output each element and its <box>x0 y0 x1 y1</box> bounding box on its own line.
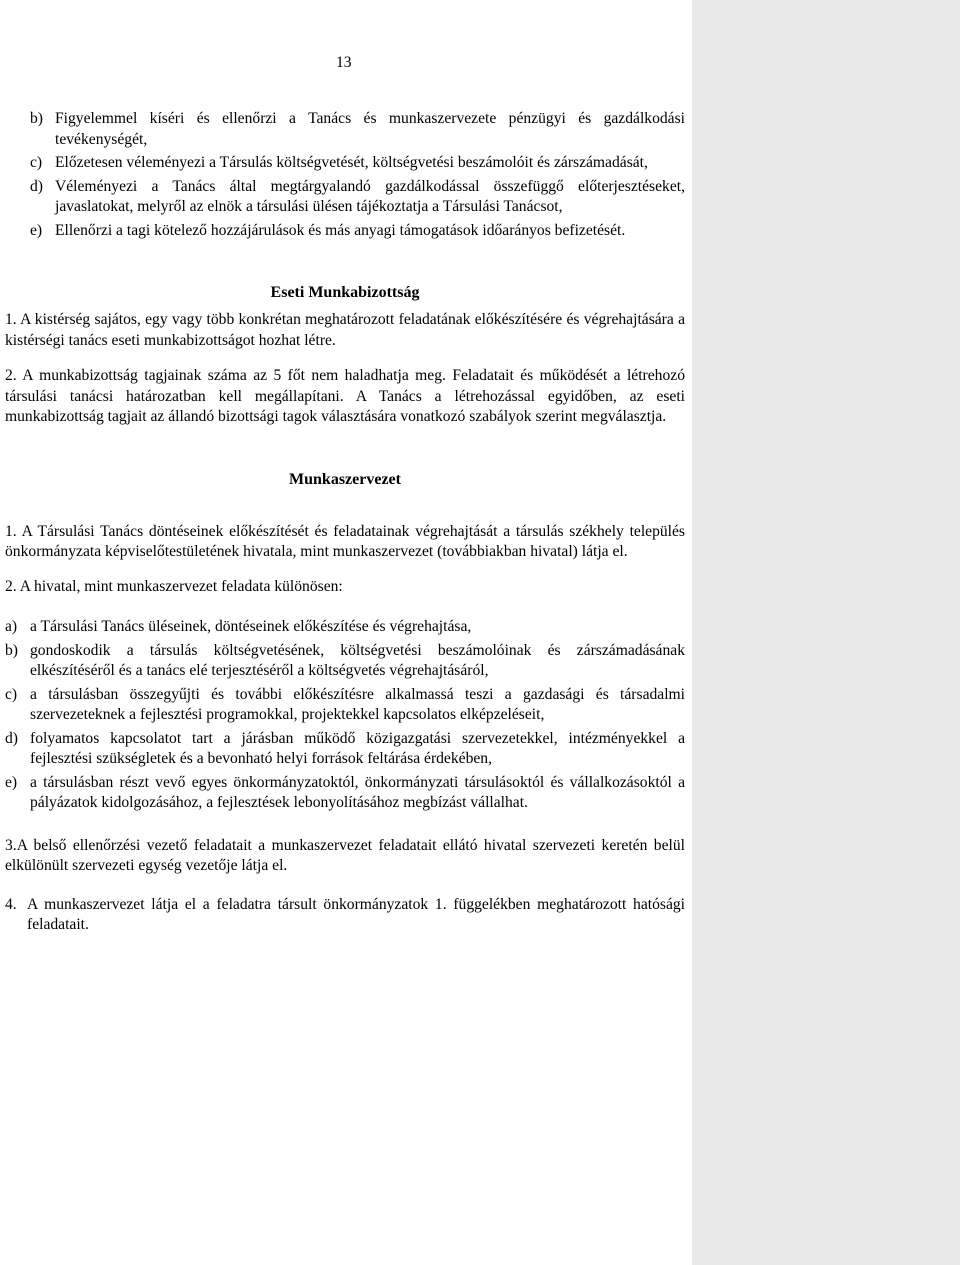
list-item <box>5 773 685 814</box>
paragraph: 2. A hivatal, mint munkaszervezet feladata különösen: <box>5 577 343 595</box>
paragraph-4 <box>5 895 685 936</box>
list-label: b) <box>5 641 18 659</box>
list-text: Véleményezi a Tanács által megtárgyalandó gazdálkodással összefüggő előterjesztéseket, javaslatokat, melyről az elnök a társulási ülésen tájékoztatja a Társulási Tanácsot, <box>55 177 685 215</box>
list-text: Figyelemmel kíséri és ellenőrzi a Tanács és munkaszervezete pénzügyi és gazdálkodási tevékenységét, <box>55 110 685 148</box>
list-text: Előzetesen véleményezi a Társulás költségvetését, költségvetési beszámolóit és zárszámadását, <box>55 154 648 171</box>
paragraph: 2. A munkabizottság tagjainak száma az 5 főt nem haladhatja meg. Feladatait és működését a létrehozó társulási tanácsi határozatban kell megállapítani. A Tanács a létrehozással egyidőben, az eseti munkabizottság tagjait az állandó bizottsági tagok választására vonatkozó szabályok szerint megválasztja. <box>5 367 685 425</box>
list-label: c) <box>30 154 43 171</box>
list-label: a) <box>5 618 18 635</box>
section-heading-eseti: Eseti Munkabizottság <box>270 284 420 301</box>
list-label: c) <box>5 685 18 703</box>
list-text: a Társulási Tanács üléseinek, döntéseinek előkészítése és végrehajtása, <box>30 618 472 635</box>
list-text: folyamatos kapcsolatot tart a járásban működő közigazgatási szervezetekkel, intézményekkel a fejlesztési szükségletek és a bevonható helyi források feltárása érdekében, <box>30 729 685 767</box>
paragraph: 1. A kistérség sajátos, egy vagy több konkrétan meghatározott feladatának előkészítésére és végrehajtására a kistérségi tanács eseti munkabizottságot hozhat létre. <box>5 311 685 349</box>
paragraph-label: 4. <box>5 895 17 913</box>
paragraph: 3.A belső ellenőrzési vezető feladatait a munkaszervezet feladatait ellátó hivatal szervezeti keretén belül elkülönült szervezeti egység vezetője látja el. <box>5 836 685 874</box>
list-item <box>30 177 685 218</box>
list-item <box>5 641 685 682</box>
list-label: e) <box>30 221 43 239</box>
tasks-list <box>5 617 685 814</box>
comment-sidebar <box>692 0 960 1265</box>
paragraph-text: A munkaszervezet látja el a feladatra társult önkormányzatok 1. függelékben meghatározott hatósági feladatait. <box>27 895 685 933</box>
list-text: gondoskodik a társulás költségvetésének, költségvetési beszámolóinak és zárszámadásának elkészítéséről és a tanács elé terjesztéséről a költségvetés végrehajtásáról, <box>30 641 685 679</box>
list-text: a társulásban részt vevő egyes önkormányzatoktól, önkormányzati társulásoktól és vállalkozásoktól a pályázatok kidolgozásához, a fejlesztések lebonyolításához megbízást vállalhat. <box>30 773 685 811</box>
list-item <box>30 109 685 150</box>
section-heading-munkaszervezet: Munkaszervezet <box>289 470 401 488</box>
list-text: a társulásban összegyűjti és további előkészítésre alkalmassá teszi a gazdasági és társadalmi szervezeteknek a fejlesztési programokkal, projektekkel kapcsolatos elképzeléseit, <box>30 685 685 723</box>
document-body <box>5 109 685 936</box>
list-item <box>30 153 685 174</box>
list-label: d) <box>30 177 43 195</box>
list-label: d) <box>5 729 18 747</box>
list-text: Ellenőrzi a tagi kötelező hozzájárulások és más anyagi támogatások időarányos befizetését. <box>55 221 626 239</box>
top-list <box>5 109 685 241</box>
list-item <box>5 617 685 638</box>
paragraph: 1. A Társulási Tanács döntéseinek előkészítését és feladatainak végrehajtását a társulás székhely település önkormányzata képviselőtestületének hivatala, mint munkaszervezet (továbbiakban hivatal) látja el. <box>5 522 685 560</box>
list-item <box>30 221 685 242</box>
page-number: 13 <box>336 54 352 71</box>
list-item <box>5 685 685 726</box>
list-item <box>5 729 685 770</box>
list-label: b) <box>30 110 43 127</box>
list-label: e) <box>5 773 18 791</box>
